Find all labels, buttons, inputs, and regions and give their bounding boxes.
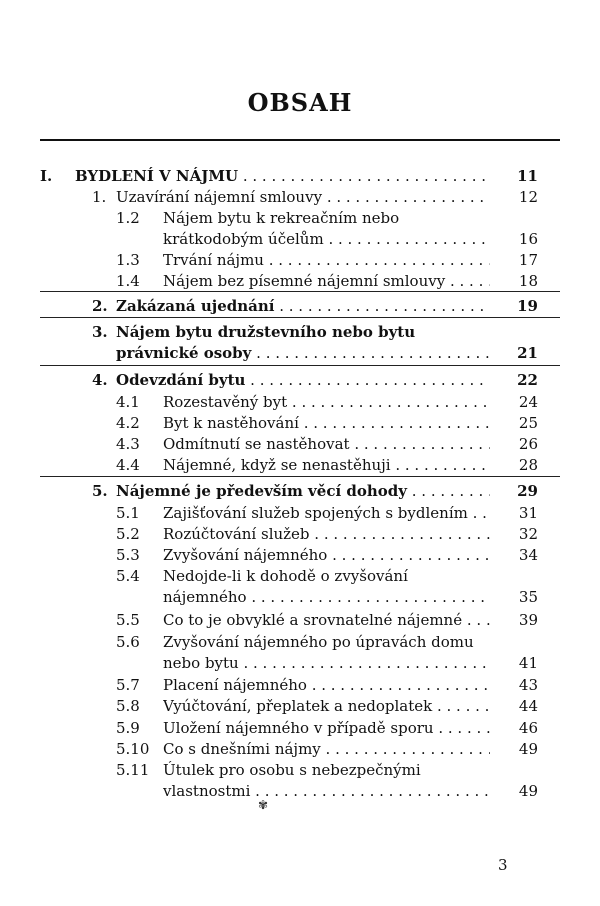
toc-entry-page: 19 [517,297,538,315]
toc-entry-title: Placení nájemného . . . [163,675,490,695]
toc-entry-page: 18 [518,272,538,290]
toc-entry-page: 43 [518,676,538,694]
toc-entry-title: Uložení nájemného v případě sporu . . . [163,718,490,738]
toc-entry-title: Vyúčtování, přeplatek a nedoplatek . . . [163,696,490,716]
toc-entry-title: Uzavírání nájemní smlouvy . . . [116,187,490,207]
toc-entry-number: 3. [92,323,108,341]
toc-entry-title: právnické osoby . . . [116,343,490,363]
toc-entry-number: 4.2 [116,414,140,432]
toc-entry-number: 5.6 [116,633,140,651]
ornament-icon: ✾ [258,798,269,812]
toc-entry-title: Byt k nastěhování . . . [163,413,490,433]
toc-entry-page: 49 [518,740,538,758]
page-number: 3 [498,856,508,874]
toc-entry-title: Nájem bytu družstevního nebo bytu [116,323,416,341]
toc-entry-number: 5.7 [116,676,140,694]
toc-entry-title: Zvyšování nájemného . . . [163,545,490,565]
toc-entry-number: 5. [92,482,108,500]
toc-entry-page: 34 [518,546,538,564]
toc-entry-page: 22 [517,371,538,389]
toc-entry-number: 5.10 [116,740,150,758]
toc-entry-number: 5.11 [116,761,150,779]
toc-entry-page: 35 [518,588,538,606]
toc-entry-page: 41 [518,654,538,672]
toc-entry-title: Zajišťování služeb spojených s bydlením . . . [163,503,490,523]
toc-entry-title: Nedojde-li k dohodě o zvyšování [163,567,408,585]
toc-entry-page: 25 [518,414,538,432]
toc-entry-page: 24 [518,393,538,411]
toc-entry-number: 5.4 [116,567,140,585]
toc-entry-page: 21 [517,344,538,362]
toc-entry-number: 5.5 [116,611,140,629]
toc-entry-number: 4.3 [116,435,140,453]
toc-entry-number: 1.2 [116,209,140,227]
toc-entry-title: Trvání nájmu . . . [163,250,490,270]
toc-entry-number: 5.9 [116,719,140,737]
toc-entry-number: 4. [92,371,108,389]
toc-entry-number: 4.1 [116,393,140,411]
toc-entry-title: Útulek pro osobu s nebezpečnými [163,761,421,779]
toc-entry-page: 39 [518,611,538,629]
section-separator [40,476,560,477]
toc-entry-title: vlastnostmi . . . [163,781,490,801]
page-title: OBSAH [247,88,353,117]
toc-entry-page: 29 [517,482,538,500]
toc-entry-page: 46 [518,719,538,737]
toc-entry-page: 26 [518,435,538,453]
toc-entry-page: 17 [518,251,538,269]
toc-entry-title: BYDLENÍ V NÁJMU . . . [75,166,490,186]
toc-entry-title: Co to je obvyklé a srovnatelné nájemné . . . [163,610,490,630]
toc-entry-number: 1.4 [116,272,140,290]
toc-entry-title: Zakázaná ujednání . . . [116,296,490,316]
toc-entry-title: nájemného . . . [163,587,490,607]
toc-entry-number: 5.3 [116,546,140,564]
toc-entry-title: Co s dnešními nájmy . . . [163,739,490,759]
section-separator [40,365,560,366]
toc-entry-number: 5.8 [116,697,140,715]
section-separator [40,291,560,292]
toc-entry-number: 5.1 [116,504,140,522]
toc-entry-page: 28 [518,456,538,474]
toc-entry-page: 16 [518,230,538,248]
toc-entry-title: Nájem bytu k rekreačním nebo [163,209,400,227]
toc-entry-number: 1.3 [116,251,140,269]
toc-entry-title: Odmítnutí se nastěhovat . . . [163,434,490,454]
toc-entry-number: 2. [92,297,108,315]
toc-entry-page: 44 [518,697,538,715]
section-separator [40,317,560,318]
toc-entry-title: Zvyšování nájemného po úpravách domu [163,633,474,651]
toc-entry-title: Rozestavěný byt . . . [163,392,490,412]
toc-entry-title: nebo bytu . . . [163,653,490,673]
toc-entry-page: 49 [518,782,538,800]
toc-entry-page: 12 [518,188,538,206]
title-rule [40,139,560,141]
toc-entry-number: I. [40,167,53,185]
toc-entry-number: 5.2 [116,525,140,543]
toc-entry-title: Nájemné, když se nenastěhuji . . . [163,455,490,475]
toc-entry-page: 32 [518,525,538,543]
toc-entry-number: 1. [92,188,107,206]
toc-entry-title: Nájem bez písemné nájemní smlouvy . . . [163,271,490,291]
toc-entry-title: Nájemné je především věcí dohody . . . [116,481,490,501]
toc-entry-page: 31 [518,504,538,522]
toc-entry-title: Rozúčtování služeb . . . [163,524,490,544]
toc-entry-number: 4.4 [116,456,140,474]
toc-entry-title: krátkodobým účelům . . . [163,229,490,249]
toc-entry-page: 11 [517,167,538,185]
toc-entry-title: Odevzdání bytu . . . [116,370,490,390]
